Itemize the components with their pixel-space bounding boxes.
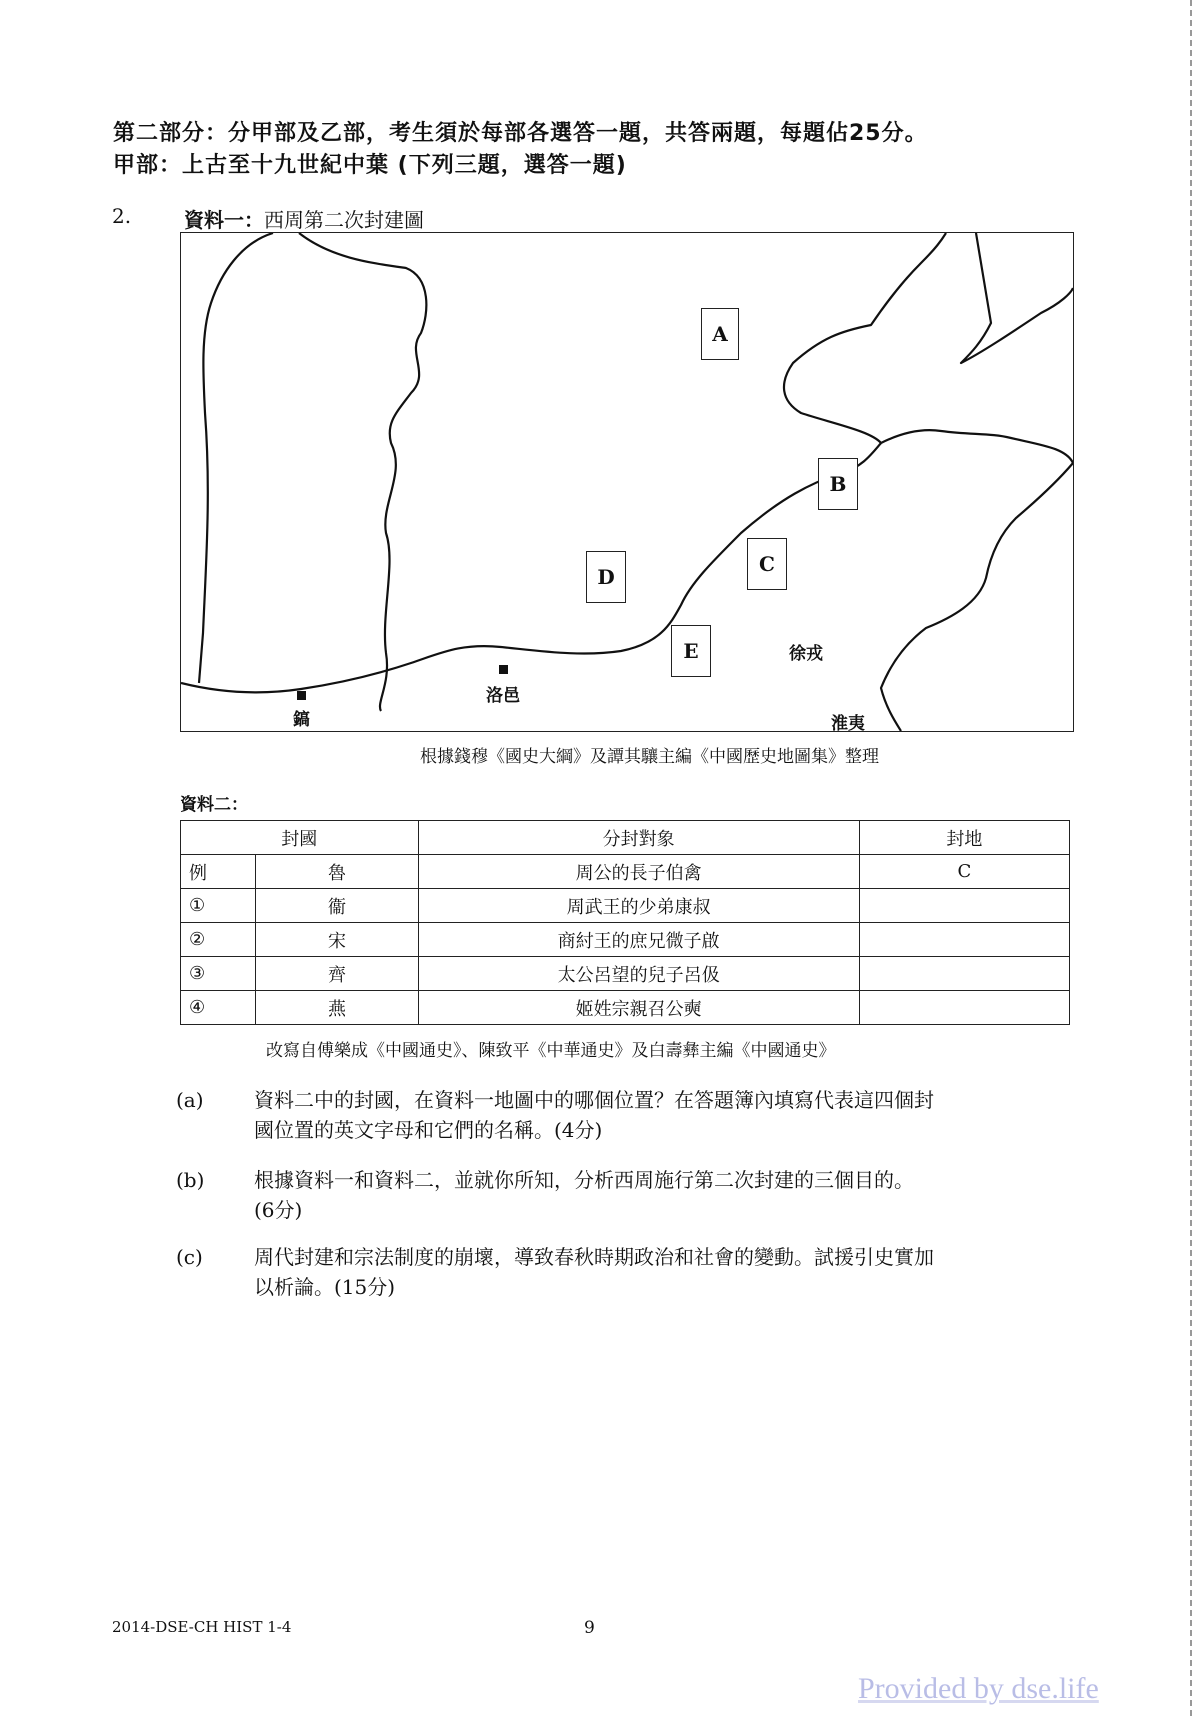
row-land [859,923,1069,957]
part-b-line2: (6分) [254,1198,303,1222]
section-header-2: 甲部：上古至十九世紀中葉 (下列三題，選答一題) [113,153,627,178]
watermark: Provided by dse.life [858,1672,1099,1705]
row-index: ③ [181,957,256,991]
place-luoyi: 洛邑 [486,686,520,706]
map-box-a: A [701,308,739,360]
question-number: 2. [112,204,132,228]
map-credit: 根據錢穆《國史大綱》及譚其驤主編《中國歷史地圖集》整理 [420,747,879,767]
part-b-label: (b) [176,1168,205,1192]
place-xurong: 徐戎 [789,644,823,664]
table-credit: 改寫自傅樂成《中國通史》、陳致平《中華通史》及白壽彝主編《中國通史》 [266,1041,836,1061]
header-target: 分封對象 [418,821,859,855]
map-box-b: B [818,458,858,510]
coastline-north [784,233,946,443]
row-state: 魯 [256,855,418,889]
luoyi-marker [499,665,508,674]
part-c-line2: 以析論。(15分) [254,1275,396,1299]
source1-title: 西周第二次封建圖 [264,208,424,232]
liaodong-coast [961,233,1073,363]
header-state: 封國 [181,821,419,855]
section-header-1: 第二部分：分甲部及乙部，考生須於每部各選答一題，共答兩題，每題佔25分。 [113,121,928,146]
source1-heading [184,204,424,233]
row-state: 燕 [256,991,418,1025]
row-state: 齊 [256,957,418,991]
shandong-coast [881,430,1073,731]
row-index: ① [181,889,256,923]
header-land: 封地 [859,821,1069,855]
place-huaiyi: 淮夷 [831,714,865,734]
part-a-line2: 國位置的英文字母和它們的名稱。(4分) [254,1118,603,1142]
place-hao: 鎬 [293,710,310,730]
row-land [859,889,1069,923]
row-index: 例 [181,855,256,889]
plateau-boundary [199,233,426,711]
row-state: 衞 [256,889,418,923]
source1-label: 資料一： [184,208,264,232]
fief-table [180,820,1070,1025]
map-box-d: D [586,551,626,603]
part-a-line1: 資料二中的封國，在資料一地圖中的哪個位置？在答題簿內填寫代表這四個封 [254,1088,934,1112]
table-row [181,957,1070,991]
row-land [859,957,1069,991]
table-row [181,923,1070,957]
row-target: 商紂王的庶兄微子啟 [418,923,859,957]
hao-marker [297,691,306,700]
source2-label: 資料二： [180,795,248,815]
part-a-text [254,1085,934,1145]
map-box-c: C [747,538,787,590]
table-header-row [181,821,1070,855]
part-b-text [254,1165,914,1225]
table-row [181,889,1070,923]
footer-page: 9 [584,1618,595,1638]
footer-code: 2014-DSE-CH HIST 1-4 [112,1618,292,1636]
map-box-e: E [671,625,711,677]
part-a-label: (a) [176,1088,204,1112]
row-target: 周公的長子伯禽 [418,855,859,889]
row-target: 姬姓宗親召公奭 [418,991,859,1025]
row-land: C [859,855,1069,889]
row-state: 宋 [256,923,418,957]
part-c-line1: 周代封建和宗法制度的崩壞，導致春秋時期政治和社會的變動。試援引史實加 [254,1245,934,1269]
table-row [181,855,1070,889]
part-c-text [254,1242,934,1302]
fief-map [180,232,1074,732]
map-outline [181,233,1073,731]
row-target: 太公呂望的兒子呂伋 [418,957,859,991]
table-row [181,991,1070,1025]
row-land [859,991,1069,1025]
row-target: 周武王的少弟康叔 [418,889,859,923]
part-b-line1: 根據資料一和資料二，並就你所知，分析西周施行第二次封建的三個目的。 [254,1168,914,1192]
row-index: ② [181,923,256,957]
row-index: ④ [181,991,256,1025]
scan-edge [1190,0,1192,1718]
part-c-label: (c) [176,1245,203,1269]
